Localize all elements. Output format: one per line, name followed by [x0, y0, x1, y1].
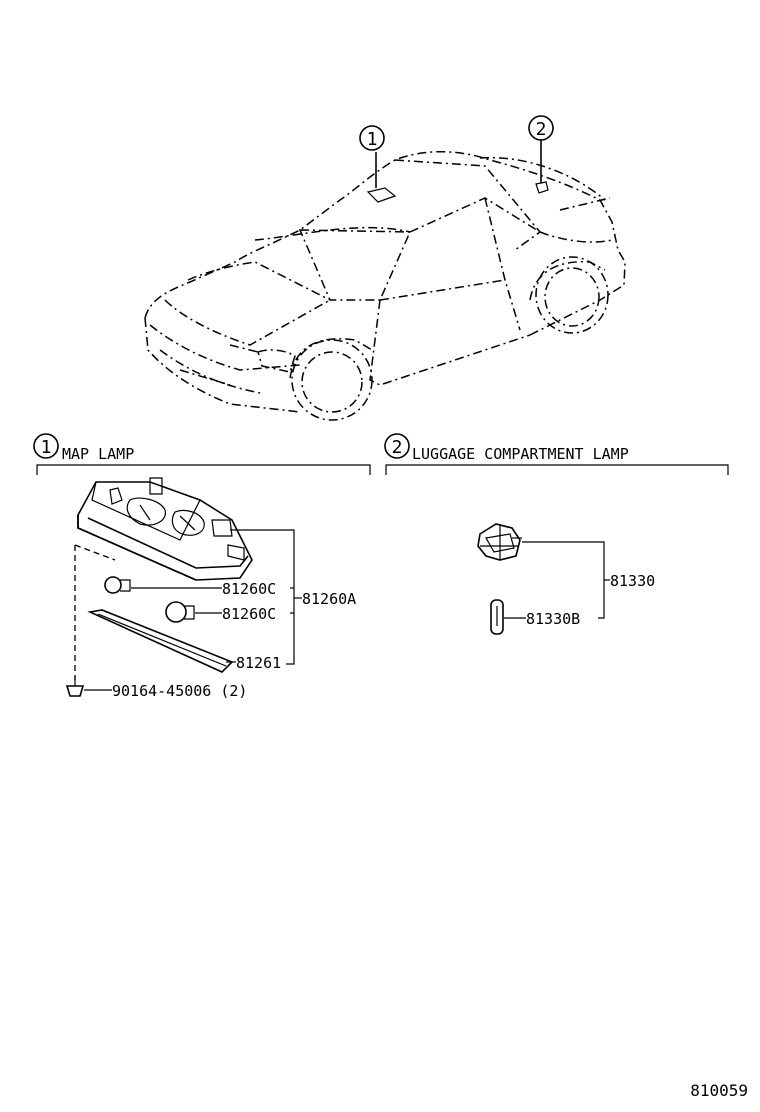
callout-2-number: 2: [535, 119, 547, 140]
section-luggage-lamp: [385, 434, 728, 475]
callout-1-number: 1: [366, 129, 378, 150]
section-2-title: LUGGAGE COMPARTMENT LAMP: [412, 445, 629, 463]
section-1-title: MAP LAMP: [62, 445, 135, 463]
part-81261: 81261: [236, 654, 282, 672]
part-81330: 81330: [610, 572, 656, 590]
map-lens-illustration: [90, 610, 232, 672]
car-overview-illustration: [145, 140, 625, 420]
diagram-id: 810059: [690, 1081, 748, 1100]
section-2-number: 2: [391, 437, 403, 458]
part-81260c-upper: 81260C: [222, 580, 277, 598]
section-2-bracket: [386, 465, 728, 475]
part-81260a: 81260A: [302, 590, 357, 608]
callout-2: [529, 116, 553, 140]
part-81330b: 81330B: [526, 610, 581, 628]
section-1-number: 1: [40, 437, 52, 458]
callout-1: [360, 126, 384, 150]
map-bulb-upper-illustration: [105, 577, 130, 593]
section-map-lamp: [34, 434, 370, 475]
map-lamp-housing-illustration: [78, 478, 252, 580]
part-screw: 90164-45006 (2): [112, 682, 248, 700]
luggage-bulb-illustration: [491, 600, 503, 634]
map-bulb-lower-illustration: [166, 602, 194, 622]
part-81260c-lower: 81260C: [222, 605, 277, 623]
bracket-81330: [522, 542, 604, 618]
luggage-lamp-socket-illustration: [478, 524, 522, 560]
section-1-bracket: [37, 465, 370, 475]
